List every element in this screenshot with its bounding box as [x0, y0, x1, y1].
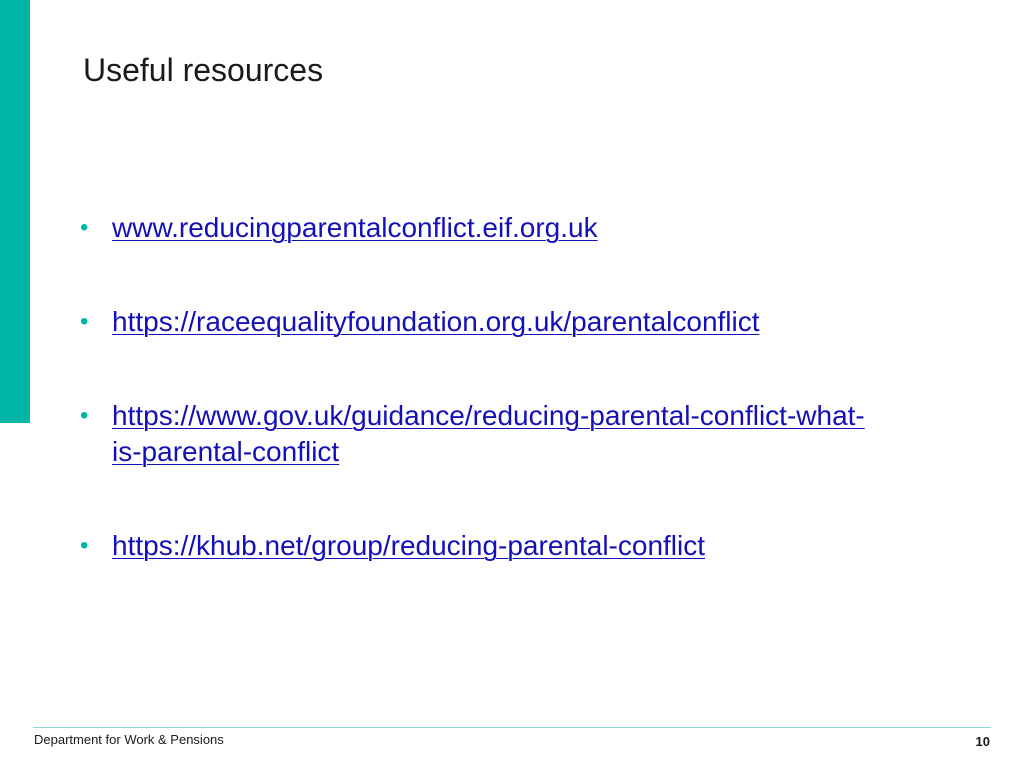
resource-link-eif[interactable]: www.reducingparentalconflict.eif.org.uk: [112, 212, 598, 243]
accent-bar: [0, 0, 30, 423]
slide-title: Useful resources: [83, 52, 324, 88]
bullet-icon: •: [80, 308, 89, 335]
link-text-line-1: https://www.gov.uk/guidance/reducing-parental-conflict-what-: [112, 400, 865, 431]
resource-link-race-equality[interactable]: https://raceequalityfoundation.org.uk/parentalconflict: [112, 306, 760, 337]
page-number: 10: [975, 734, 990, 749]
bullet-icon: •: [80, 402, 89, 429]
resource-list: [80, 210, 1000, 564]
resource-link-khub[interactable]: https://khub.net/group/reducing-parental-conflict: [112, 530, 706, 561]
resource-list-item: [80, 210, 1000, 246]
bullet-icon: •: [80, 214, 89, 241]
resource-link-gov-uk[interactable]: [112, 400, 865, 467]
resource-list-item: [80, 528, 1000, 564]
bullet-icon: •: [80, 532, 89, 559]
resource-list-item: [80, 398, 1000, 470]
resource-list-item: [80, 304, 1000, 340]
footer-divider: [33, 727, 991, 728]
footer-department: Department for Work & Pensions: [34, 732, 224, 747]
link-text-line-2: is-parental-conflict: [112, 436, 340, 467]
